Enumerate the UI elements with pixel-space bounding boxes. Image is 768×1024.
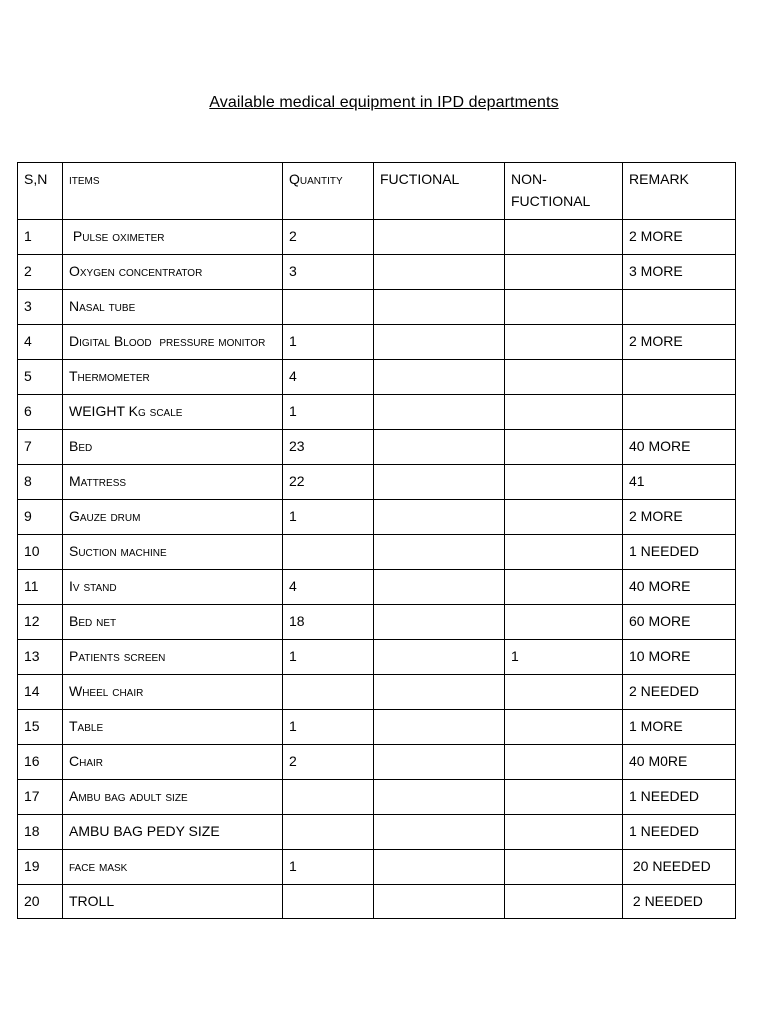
cell-sn (18, 360, 63, 395)
cell-nonfunctional (505, 220, 623, 255)
cell-quantity (283, 780, 374, 815)
cell-nonfunctional (505, 780, 623, 815)
cell-quantity (283, 325, 374, 360)
cell-quantity-text: 2 (289, 753, 297, 769)
cell-quantity-text: 1 (289, 333, 297, 349)
cell-item (63, 395, 283, 430)
cell-item-text: Thermometer (69, 368, 150, 384)
cell-item-text: Nasal tube (69, 298, 136, 314)
cell-sn (18, 290, 63, 325)
cell-item-text: Digital Blood pressure monitor (69, 333, 266, 349)
cell-functional (374, 885, 505, 919)
cell-functional (374, 850, 505, 885)
cell-quantity (283, 360, 374, 395)
cell-sn (18, 815, 63, 850)
header-sn-label: S,N (24, 171, 48, 187)
cell-quantity (283, 535, 374, 570)
header-remark-label: REMARK (629, 171, 689, 187)
cell-sn-text: 6 (24, 403, 32, 419)
cell-quantity (283, 605, 374, 640)
cell-item (63, 850, 283, 885)
cell-item-prefix: WEIGHT (69, 403, 129, 419)
cell-sn (18, 255, 63, 290)
cell-item (63, 570, 283, 605)
cell-functional (374, 430, 505, 465)
cell-remark (623, 290, 736, 325)
cell-remark-text: 40 M0RE (629, 753, 688, 769)
cell-quantity-text: 23 (289, 438, 305, 454)
cell-nonfunctional (505, 290, 623, 325)
cell-sn (18, 325, 63, 360)
cell-remark (623, 605, 736, 640)
header-quantity-label: Quantity (289, 171, 343, 187)
cell-quantity (283, 885, 374, 919)
table-row (18, 780, 736, 815)
cell-quantity (283, 815, 374, 850)
cell-remark-text: 2 NEEDED (629, 893, 703, 909)
cell-remark (623, 430, 736, 465)
header-functional (374, 163, 505, 220)
cell-remark (623, 220, 736, 255)
cell-quantity (283, 710, 374, 745)
header-items-label: items (69, 171, 100, 187)
cell-functional (374, 745, 505, 780)
cell-item-text: Wheel chair (69, 683, 144, 699)
cell-item-text: Ambu bag adult size (69, 788, 188, 804)
table-row (18, 815, 736, 850)
cell-item-text: Kg scale (128, 403, 183, 419)
cell-remark (623, 710, 736, 745)
cell-remark (623, 360, 736, 395)
cell-remark-text: 2 MORE (629, 333, 683, 349)
cell-sn-text: 5 (24, 368, 32, 384)
cell-quantity (283, 640, 374, 675)
cell-quantity (283, 465, 374, 500)
cell-functional (374, 500, 505, 535)
cell-nonfunctional (505, 710, 623, 745)
table-row (18, 710, 736, 745)
header-nonfunctional-line1: NON- (511, 171, 547, 187)
table-row (18, 360, 736, 395)
cell-item (63, 255, 283, 290)
cell-remark (623, 465, 736, 500)
cell-sn-text: 4 (24, 333, 32, 349)
cell-item (63, 780, 283, 815)
cell-sn-text: 8 (24, 473, 32, 489)
table-row (18, 500, 736, 535)
header-functional-label: FUCTIONAL (380, 171, 460, 187)
table-row (18, 675, 736, 710)
cell-remark-text: 10 MORE (629, 648, 691, 664)
cell-quantity-text: 1 (289, 858, 297, 874)
header-remark (623, 163, 736, 220)
cell-remark-text: 20 NEEDED (629, 858, 711, 874)
cell-nonfunctional (505, 745, 623, 780)
cell-nonfunctional (505, 500, 623, 535)
cell-nonfunctional (505, 465, 623, 500)
table-header-row (18, 163, 736, 220)
cell-sn-text: 12 (24, 613, 40, 629)
header-nonfunctional-line2: FUCTIONAL (511, 193, 591, 209)
cell-nonfunctional (505, 675, 623, 710)
cell-quantity (283, 290, 374, 325)
cell-quantity-text: 1 (289, 508, 297, 524)
cell-sn (18, 640, 63, 675)
cell-nonfunctional (505, 430, 623, 465)
cell-item-text: Gauze drum (69, 508, 141, 524)
cell-item (63, 885, 283, 919)
cell-item (63, 465, 283, 500)
cell-remark-text: 1 NEEDED (629, 788, 700, 804)
cell-nonfunctional (505, 535, 623, 570)
cell-quantity (283, 570, 374, 605)
cell-item-text: Mattress (69, 473, 127, 489)
cell-item (63, 220, 283, 255)
cell-sn-text: 9 (24, 508, 32, 524)
cell-item (63, 640, 283, 675)
cell-sn-text: 13 (24, 648, 40, 664)
cell-remark (623, 780, 736, 815)
cell-remark (623, 815, 736, 850)
cell-remark (623, 745, 736, 780)
cell-remark-text: 3 MORE (629, 263, 683, 279)
header-items (63, 163, 283, 220)
cell-item-text: Table (69, 718, 104, 734)
cell-functional (374, 780, 505, 815)
cell-item (63, 745, 283, 780)
cell-sn (18, 220, 63, 255)
cell-remark-text: 1 NEEDED (629, 823, 700, 839)
cell-sn (18, 535, 63, 570)
cell-sn-text: 2 (24, 263, 32, 279)
cell-remark-text: 1 MORE (629, 718, 683, 734)
cell-sn-text: 10 (24, 543, 40, 559)
page-title: Available medical equipment in IPD departments (209, 94, 559, 111)
cell-functional (374, 710, 505, 745)
cell-remark-text: 60 MORE (629, 613, 691, 629)
cell-remark (623, 850, 736, 885)
cell-quantity-text: 18 (289, 613, 305, 629)
cell-remark (623, 395, 736, 430)
cell-item-text: Patients screen (69, 648, 166, 664)
cell-quantity (283, 850, 374, 885)
cell-functional (374, 255, 505, 290)
cell-quantity (283, 745, 374, 780)
cell-nonfunctional (505, 570, 623, 605)
header-quantity (283, 163, 374, 220)
cell-sn-text: 1 (24, 228, 32, 244)
cell-remark-text: 40 MORE (629, 578, 691, 594)
cell-sn-text: 11 (24, 578, 39, 594)
cell-remark (623, 885, 736, 919)
cell-functional (374, 220, 505, 255)
table-row (18, 255, 736, 290)
cell-sn-text: 20 (24, 893, 40, 909)
cell-item-text: AMBU BAG PEDY SIZE (69, 823, 220, 839)
cell-functional (374, 395, 505, 430)
cell-sn (18, 605, 63, 640)
cell-remark-text: 2 NEEDED (629, 683, 700, 699)
cell-item-text: Bed (69, 438, 93, 454)
cell-item-text: Oxygen concentrator (69, 263, 203, 279)
cell-item (63, 815, 283, 850)
cell-nonfunctional (505, 360, 623, 395)
cell-sn-text: 14 (24, 683, 40, 699)
cell-quantity (283, 430, 374, 465)
cell-functional (374, 815, 505, 850)
cell-item (63, 710, 283, 745)
header-nonfunctional (505, 163, 623, 220)
cell-item-text: TROLL (69, 893, 115, 909)
cell-nonfunctional (505, 325, 623, 360)
cell-quantity (283, 395, 374, 430)
cell-sn (18, 710, 63, 745)
cell-quantity (283, 220, 374, 255)
cell-quantity (283, 500, 374, 535)
cell-item-text: face mask (69, 858, 128, 874)
cell-sn-text: 18 (24, 823, 40, 839)
header-sn (18, 163, 63, 220)
cell-nonfunctional (505, 640, 623, 675)
cell-remark-text: 2 MORE (629, 508, 683, 524)
cell-item (63, 290, 283, 325)
cell-quantity-text: 2 (289, 228, 297, 244)
cell-remark (623, 535, 736, 570)
cell-quantity-text: 4 (289, 368, 297, 384)
cell-remark (623, 325, 736, 360)
cell-functional (374, 465, 505, 500)
cell-functional (374, 325, 505, 360)
table-row (18, 325, 736, 360)
cell-item (63, 360, 283, 395)
cell-quantity-text: 22 (289, 473, 305, 489)
table-row (18, 885, 736, 919)
cell-sn (18, 885, 63, 919)
table-row (18, 535, 736, 570)
cell-remark (623, 570, 736, 605)
cell-quantity-text: 3 (289, 263, 297, 279)
cell-remark (623, 255, 736, 290)
cell-nonfunctional (505, 815, 623, 850)
cell-item (63, 675, 283, 710)
cell-quantity (283, 255, 374, 290)
cell-sn-text: 3 (24, 298, 32, 314)
cell-item-text: Bed net (69, 613, 117, 629)
table-row (18, 745, 736, 780)
table-row (18, 395, 736, 430)
cell-item (63, 605, 283, 640)
table-row (18, 850, 736, 885)
equipment-table (17, 162, 736, 919)
cell-functional (374, 360, 505, 395)
cell-item-text: Iv stand (69, 578, 117, 594)
cell-functional (374, 675, 505, 710)
cell-sn (18, 745, 63, 780)
cell-quantity-text: 1 (289, 718, 297, 734)
table-row (18, 290, 736, 325)
table-row (18, 605, 736, 640)
cell-sn (18, 465, 63, 500)
cell-functional (374, 570, 505, 605)
cell-sn (18, 570, 63, 605)
cell-sn (18, 850, 63, 885)
cell-item-text: Suction machine (69, 543, 167, 559)
cell-sn (18, 675, 63, 710)
cell-sn (18, 395, 63, 430)
cell-functional (374, 535, 505, 570)
cell-remark-text: 41 (629, 473, 645, 489)
table-row (18, 570, 736, 605)
cell-nonfunctional (505, 885, 623, 919)
cell-sn-text: 17 (24, 788, 40, 804)
cell-remark-text: 2 MORE (629, 228, 683, 244)
equipment-table-body (18, 163, 736, 919)
table-row (18, 220, 736, 255)
table-row (18, 465, 736, 500)
cell-item (63, 500, 283, 535)
cell-item-text: Pulse oximeter (69, 228, 165, 244)
cell-remark (623, 500, 736, 535)
cell-sn-text: 16 (24, 753, 40, 769)
cell-functional (374, 640, 505, 675)
cell-remark (623, 675, 736, 710)
cell-sn-text: 7 (24, 438, 32, 454)
cell-sn-text: 15 (24, 718, 40, 734)
cell-quantity-text: 4 (289, 578, 297, 594)
cell-nonfunctional (505, 605, 623, 640)
cell-remark-text: 40 MORE (629, 438, 691, 454)
cell-remark (623, 640, 736, 675)
cell-item (63, 535, 283, 570)
cell-quantity (283, 675, 374, 710)
cell-functional (374, 605, 505, 640)
cell-sn (18, 430, 63, 465)
cell-item (63, 430, 283, 465)
cell-quantity-text: 1 (289, 403, 297, 419)
cell-nonfunctional (505, 395, 623, 430)
cell-sn (18, 780, 63, 815)
cell-item-text: Chair (69, 753, 104, 769)
table-row (18, 640, 736, 675)
cell-item (63, 325, 283, 360)
cell-functional (374, 290, 505, 325)
cell-nonfunctional (505, 850, 623, 885)
cell-sn (18, 500, 63, 535)
cell-nonfunctional (505, 255, 623, 290)
cell-quantity-text: 1 (289, 648, 297, 664)
table-row (18, 430, 736, 465)
cell-nonfunctional-text: 1 (511, 648, 519, 664)
cell-remark-text: 1 NEEDED (629, 543, 700, 559)
cell-sn-text: 19 (24, 858, 40, 874)
